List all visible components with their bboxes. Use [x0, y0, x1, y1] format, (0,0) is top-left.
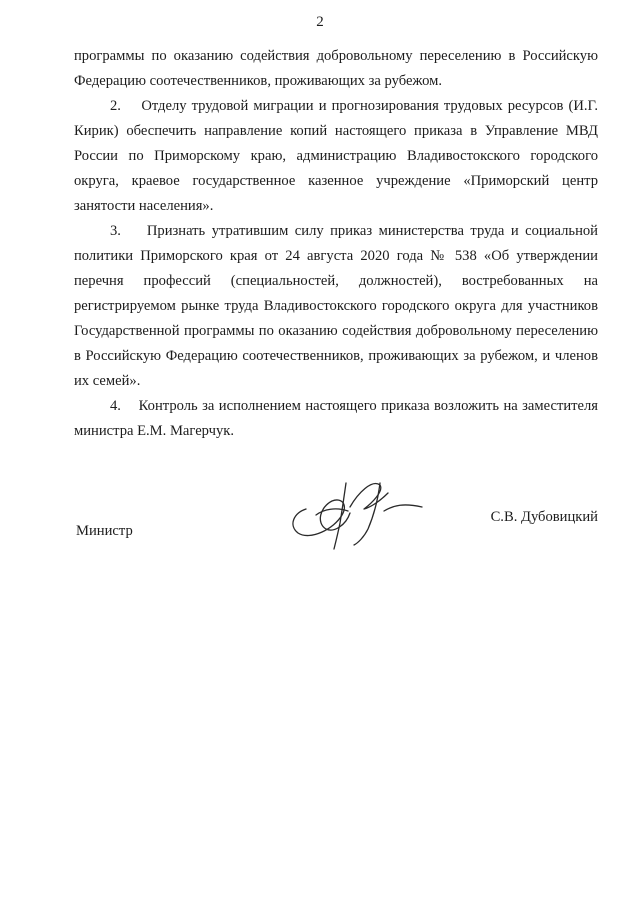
- paragraph-item-2: 2. Отделу трудовой миграции и прогнозирования трудовых ресурсов (И.Г. Кирик) обеспечить направление копий настоящего приказа в Управление МВД России по Приморскому краю, администрацию Владивостокского городского округа, краевое государственное казенное учреждение «Приморский центр занятости населения».: [74, 98, 598, 214]
- signature-block: [74, 505, 598, 565]
- handwritten-signature-icon: [276, 463, 426, 553]
- signer-name: С.В. Дубовицкий: [490, 509, 598, 525]
- page-number: 2: [316, 14, 324, 30]
- paragraph-continuation: программы по оказанию содействия добровольному переселению в Российскую Федерацию соотечественников, проживающих за рубежом.: [74, 48, 598, 89]
- document-body: [74, 44, 598, 444]
- signer-position: Министр: [76, 523, 133, 539]
- paragraph-item-4: 4. Контроль за исполнением настоящего приказа возложить на заместителя министра Е.М. Магерчук.: [74, 398, 598, 439]
- paragraph-item-3: 3. Признать утратившим силу приказ министерства труда и социальной политики Приморского края от 24 августа 2020 года № 538 «Об утверждении перечня профессий (специальностей, должностей), востребованных на регистрируемом рынке труда Владивостокского городского округа для участников Государственной программы по оказанию содействия добровольному переселению в Российскую Федерацию соотечественников, проживающих за рубежом, и членов их семей».: [74, 223, 598, 389]
